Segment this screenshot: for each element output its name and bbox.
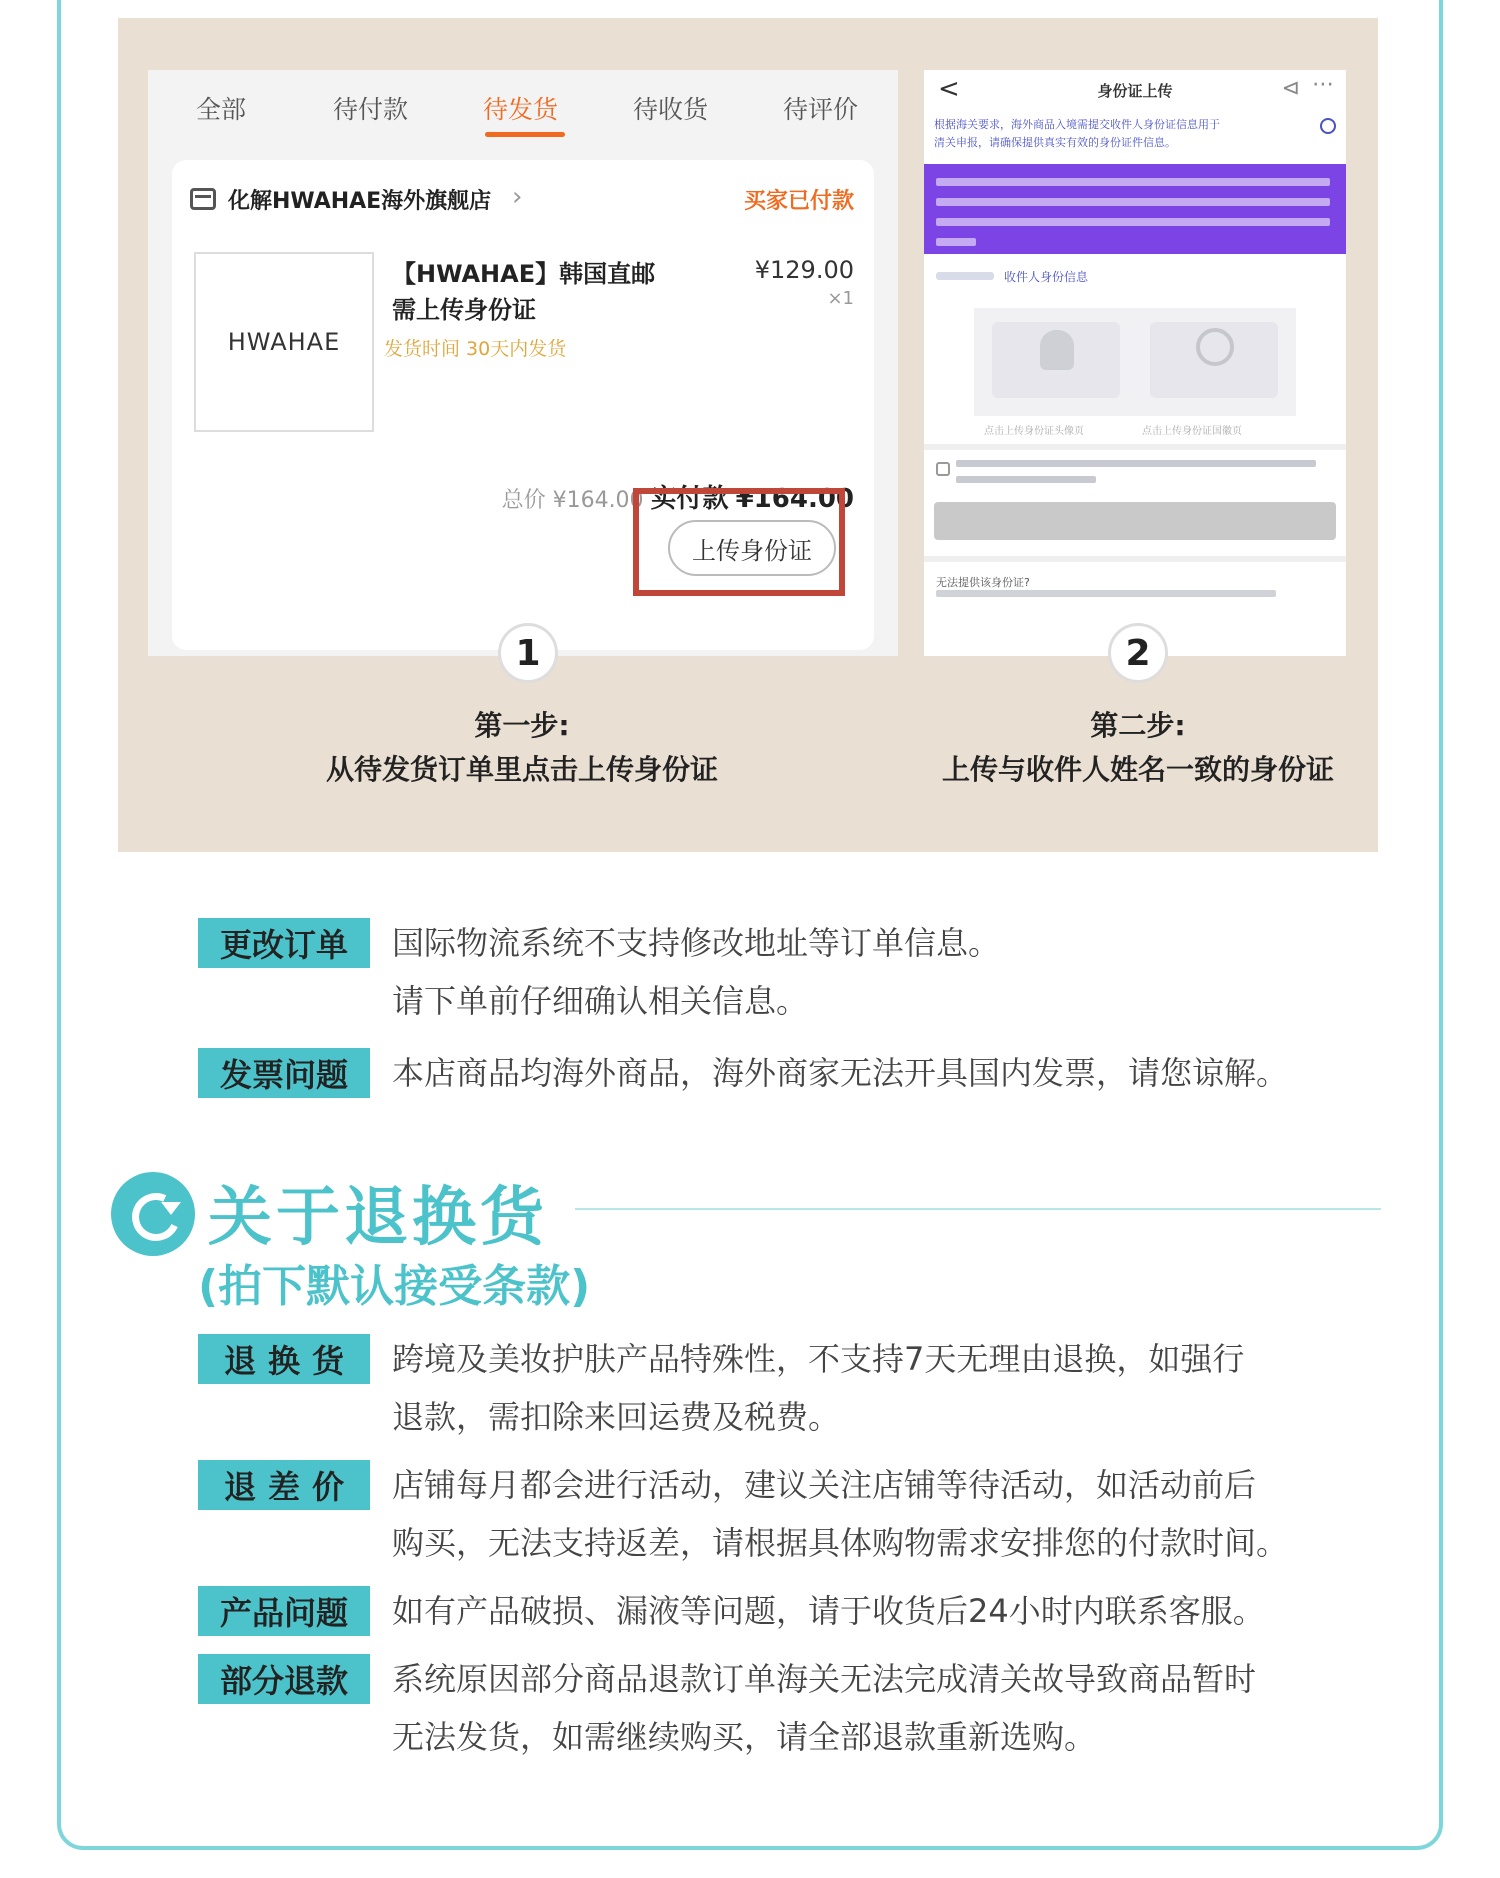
no-id-label[interactable]: 无法提供该身份证?: [936, 576, 1030, 589]
tab-pending-payment[interactable]: 待付款: [333, 95, 409, 124]
blurred-text: [936, 198, 1330, 206]
product-quantity: ×1: [827, 288, 854, 309]
info-return-exchange: [392, 1330, 1244, 1446]
back-icon[interactable]: <: [938, 74, 960, 104]
id-back-upload[interactable]: [1150, 322, 1278, 398]
tag-partial-refund: 部分退款: [198, 1654, 370, 1704]
id-front-caption: 点击上传身份证头像页: [984, 426, 1084, 437]
info-line: 国际物流系统不支持修改地址等订单信息。: [392, 924, 1001, 962]
upload-id-button[interactable]: 上传身份证: [668, 520, 836, 576]
product-title-line: 【HWAHAE】韩国直邮: [392, 260, 656, 288]
order-list-screenshot: [148, 70, 898, 656]
section-divider: [575, 1208, 1381, 1210]
info-line: 无法发货，如需继续购买，请全部退款重新选购。: [392, 1718, 1097, 1756]
total-value: ¥164.00: [552, 488, 644, 513]
tag-change-order: 更改订单: [198, 918, 370, 968]
info-line: 如有产品破损、漏液等问题，请于收货后24小时内联系客服。: [392, 1592, 1265, 1630]
chevron-right-icon: ›: [512, 182, 523, 212]
blurred-text: [936, 178, 1330, 186]
id-front-upload[interactable]: [992, 322, 1120, 398]
paid-label: 实付款: [650, 484, 729, 514]
info-change-order: [392, 914, 1000, 1030]
tab-all[interactable]: 全部: [196, 95, 247, 124]
thumbnail-brand: HWAHAE: [227, 328, 341, 356]
divider: [924, 556, 1346, 562]
active-tab-indicator: [485, 132, 565, 137]
product-title-line: 需上传身份证: [392, 296, 536, 324]
info-product-issue: [392, 1582, 1265, 1640]
step-1-label: [262, 704, 782, 792]
blurred-text: [936, 218, 1330, 226]
store-icon: [190, 188, 216, 210]
tag-product-issue: 产品问题: [198, 1586, 370, 1636]
step-2-badge: 2: [1108, 623, 1168, 683]
blurred-text: [956, 476, 1096, 483]
id-photo-area: [974, 308, 1296, 416]
customs-notice: [934, 116, 1314, 152]
tab-pending-receipt[interactable]: 待收货: [633, 95, 709, 124]
step-2-label: [878, 704, 1398, 792]
notice-line: 根据海关要求，海外商品入境需提交收件人身份证信息用于: [934, 118, 1220, 131]
agree-checkbox[interactable]: [936, 462, 950, 476]
id-back-caption: 点击上传身份证国徽页: [1142, 426, 1242, 437]
help-icon[interactable]: [1320, 118, 1336, 134]
product-title[interactable]: [392, 256, 682, 328]
divider: [924, 444, 1346, 450]
receiver-info-label: 收件人身份信息: [1004, 270, 1089, 284]
info-partial-refund: [392, 1650, 1256, 1766]
step-1-badge: 1: [498, 623, 558, 683]
order-tabs: [148, 70, 898, 160]
info-line: 请下单前仔细确认相关信息。: [392, 982, 809, 1020]
more-icon[interactable]: ⋯: [1312, 72, 1334, 97]
shipping-time: 发货时间 30天内发货: [384, 338, 567, 360]
store-name[interactable]: 化解HWAHAE海外旗舰店: [228, 189, 492, 214]
share-icon[interactable]: ⊲: [1281, 76, 1300, 101]
info-line: 购买，无法支持返差，请根据具体购物需求安排您的付款时间。: [392, 1524, 1289, 1562]
info-line: 系统原因部分商品退款订单海关无法完成清关故导致商品暂时: [392, 1660, 1257, 1698]
step-title: 第二步:: [1090, 709, 1186, 742]
info-line: 本店商品均海外商品，海外商家无法开具国内发票，请您谅解。: [392, 1054, 1289, 1092]
blurred-receiver-name: [936, 272, 994, 280]
info-line: 跨境及美妆护肤产品特殊性，不支持7天无理由退换，如强行: [392, 1340, 1245, 1378]
refresh-icon: [111, 1172, 195, 1256]
confirm-upload-button[interactable]: [934, 502, 1336, 540]
info-line: 退款，需扣除来回运费及税费。: [392, 1398, 841, 1436]
info-line: 店铺每月都会进行活动，建议关注店铺等待活动，如活动前后: [392, 1466, 1257, 1504]
emblem-icon: [1196, 328, 1234, 366]
notice-line: 清关申报，请确保提供真实有效的身份证件信息。: [934, 136, 1176, 149]
id-upload-screenshot: [924, 70, 1346, 656]
product-thumbnail[interactable]: [194, 252, 374, 432]
tab-pending-shipment[interactable]: 待发货: [483, 95, 559, 124]
blurred-text: [956, 460, 1316, 467]
privacy-banner: [924, 164, 1346, 254]
product-price: ¥129.00: [754, 256, 854, 284]
person-icon: [1040, 330, 1074, 370]
tag-return-exchange: 退换货: [198, 1334, 370, 1384]
returns-section-subtitle: (拍下默认接受条款): [198, 1261, 591, 1312]
blurred-text: [936, 238, 976, 246]
info-invoice: [392, 1044, 1288, 1102]
id-upload-title: 身份证上传: [1097, 82, 1173, 100]
tab-pending-review[interactable]: 待评价: [783, 95, 859, 124]
tag-invoice: 发票问题: [198, 1048, 370, 1098]
tag-price-difference: 退差价: [198, 1460, 370, 1510]
step-title: 第一步:: [474, 709, 570, 742]
step-desc: 上传与收件人姓名一致的身份证: [941, 753, 1334, 786]
order-status: 买家已付款: [743, 189, 854, 214]
total-label: 总价: [501, 488, 546, 513]
step-desc: 从待发货订单里点击上传身份证: [325, 753, 718, 786]
returns-section-title: 关于退换货: [208, 1181, 548, 1255]
blurred-text: [936, 590, 1276, 597]
info-price-difference: [392, 1456, 1288, 1572]
paid-value: ¥164.00: [735, 484, 854, 514]
agreement-text: [956, 456, 1326, 486]
